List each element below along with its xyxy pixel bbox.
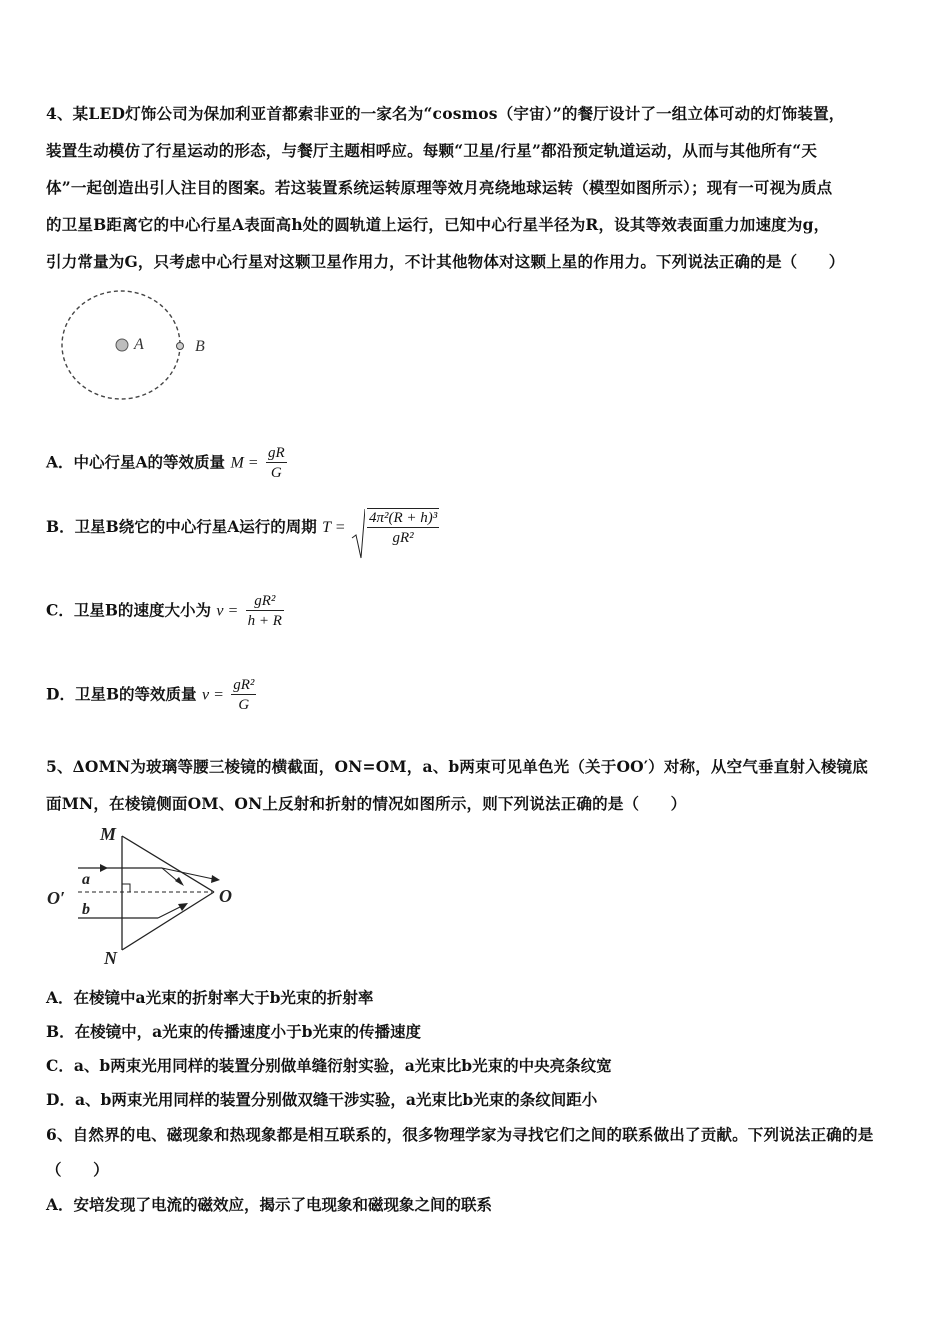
label-b: B bbox=[195, 338, 205, 355]
label-ray-b: b bbox=[82, 901, 90, 918]
q4-option-b-sqrt bbox=[351, 508, 439, 548]
prism-side-om bbox=[122, 836, 214, 892]
q4-option-d-lhs: v bbox=[201, 686, 210, 704]
satellite-b bbox=[177, 343, 184, 350]
q4-option-d-text: D．卫星B的等效质量 bbox=[46, 684, 197, 704]
q4-option-a[interactable]: A．中心行星A的等效质量 M = $\frac{gR}{G}$ bbox=[46, 445, 285, 481]
q4-option-c-lhs: v bbox=[216, 602, 224, 620]
q5-line-1: 5、ΔOMN为玻璃等腰三棱镜的横截面，ON=OM，a、b两束可见单色光（关于OO′）对称，从空气垂直射入棱镜底 bbox=[46, 757, 868, 776]
ray-a-reflected-arrow bbox=[175, 877, 184, 886]
label-o: O bbox=[219, 886, 232, 906]
q4-option-c-denominator: h + R bbox=[247, 613, 282, 629]
q4-option-c[interactable]: C．卫星B的速度大小为 v = $\frac{\text{gR²}}{h + R}$ bbox=[46, 593, 282, 629]
orbit-diagram bbox=[55, 285, 225, 410]
q4-option-c-fraction bbox=[246, 592, 284, 631]
q5-option-d[interactable]: D．a、b两束光用同样的装置分别做双缝干涉实验，a光束比b光束的条纹间距小 bbox=[46, 1090, 598, 1109]
q5-option-c[interactable]: C．a、b两束光用同样的装置分别做单缝衍射实验，a光束比b光束的中央亮条纹宽 bbox=[46, 1056, 612, 1075]
q4-option-c-text: C．卫星B的速度大小为 bbox=[46, 600, 211, 620]
q4-line-4: 的卫星B距离它的中心行星A表面高h处的圆轨道上运行，已知中心行星半径为R，设其等效表面重力加速度为g， bbox=[46, 215, 830, 234]
q4-option-a-lhs: M bbox=[230, 454, 244, 472]
q4-option-b-lhs: T bbox=[322, 519, 331, 536]
label-ray-a: a bbox=[82, 871, 90, 888]
q4-line-1: 4、某LED灯饰公司为保加利亚首都索非亚的一家名为“cosmos（宇宙）”的餐厅设计了一组立体可动的灯饰装置， bbox=[46, 104, 845, 123]
q4-option-b-denominator: gR² bbox=[392, 530, 414, 546]
q6-option-a[interactable]: A．安培发现了电流的磁效应，揭示了电现象和磁现象之间的联系 bbox=[46, 1195, 493, 1214]
q4-option-d-denominator: G bbox=[238, 697, 250, 713]
q4-option-a-numerator: gR bbox=[268, 445, 285, 461]
prism-diagram bbox=[44, 822, 244, 970]
q4-option-b[interactable]: B．卫星B绕它的中心行星A运行的周期 T = $\frac{\text{4π²(R + h)³}}{\text{gR²}}$ bbox=[46, 508, 439, 548]
q4-option-b-text: B．卫星B绕它的中心行星A运行的周期 bbox=[46, 517, 317, 536]
label-o-prime: O′ bbox=[47, 888, 66, 908]
q5-line-2: 面MN，在棱镜侧面OM、ON上反射和折射的情况如图所示，则下列说法正确的是（ ） bbox=[46, 794, 687, 813]
q4-option-b-numerator: 4π²(R + h)³ bbox=[368, 510, 438, 526]
right-angle-mark bbox=[122, 884, 130, 892]
ray-a-refracted-arrow bbox=[211, 875, 220, 883]
q6-line-1: 6、自然界的电、磁现象和热现象都是相互联系的，很多物理学家为寻找它们之间的联系做出了贡献。下列说法正确的是 bbox=[46, 1125, 874, 1144]
q4-option-d-numerator: gR² bbox=[233, 677, 255, 693]
q5-option-a[interactable]: A．在棱镜中a光束的折射率大于b光束的折射率 bbox=[46, 988, 374, 1007]
planet-a bbox=[116, 339, 128, 351]
q4-option-d-fraction bbox=[231, 676, 256, 715]
q4-line-3: 体”一起创造出引人注目的图案。若这装置系统运转原理等效月亮绕地球运转（模型如图所示）；现有一可视为质点 bbox=[46, 178, 833, 197]
q4-line-5: 引力常量为G，只考虑中心行星对这颗卫星作用力，不计其他物体对这颗上星的作用力。下列说法正确的是（ ） bbox=[46, 252, 845, 271]
q4-option-a-denominator: G bbox=[270, 465, 282, 481]
q4-option-c-numerator: gR² bbox=[246, 592, 284, 611]
ray-a-refracted bbox=[162, 868, 218, 880]
q4-option-a-text: A．中心行星A的等效质量 bbox=[46, 452, 226, 472]
q4-option-d[interactable]: D．卫星B的等效质量 v = $\frac{\text{gR²}}{G}$ bbox=[46, 677, 255, 713]
label-m: M bbox=[100, 824, 117, 844]
label-a: A bbox=[134, 336, 144, 353]
q4-option-a-fraction bbox=[266, 444, 287, 483]
q6-line-2: （ ） bbox=[46, 1160, 109, 1179]
ray-a-arrow bbox=[100, 864, 108, 872]
label-n: N bbox=[104, 948, 117, 968]
q5-option-b[interactable]: B．在棱镜中，a光束的传播速度小于b光束的传播速度 bbox=[46, 1022, 421, 1041]
q4-line-2: 装置生动模仿了行星运动的形态，与餐厅主题相呼应。每颗“卫星/行星”都沿预定轨道运动，从而与其他所有“天 bbox=[46, 141, 818, 160]
prism-side-on bbox=[122, 892, 214, 950]
